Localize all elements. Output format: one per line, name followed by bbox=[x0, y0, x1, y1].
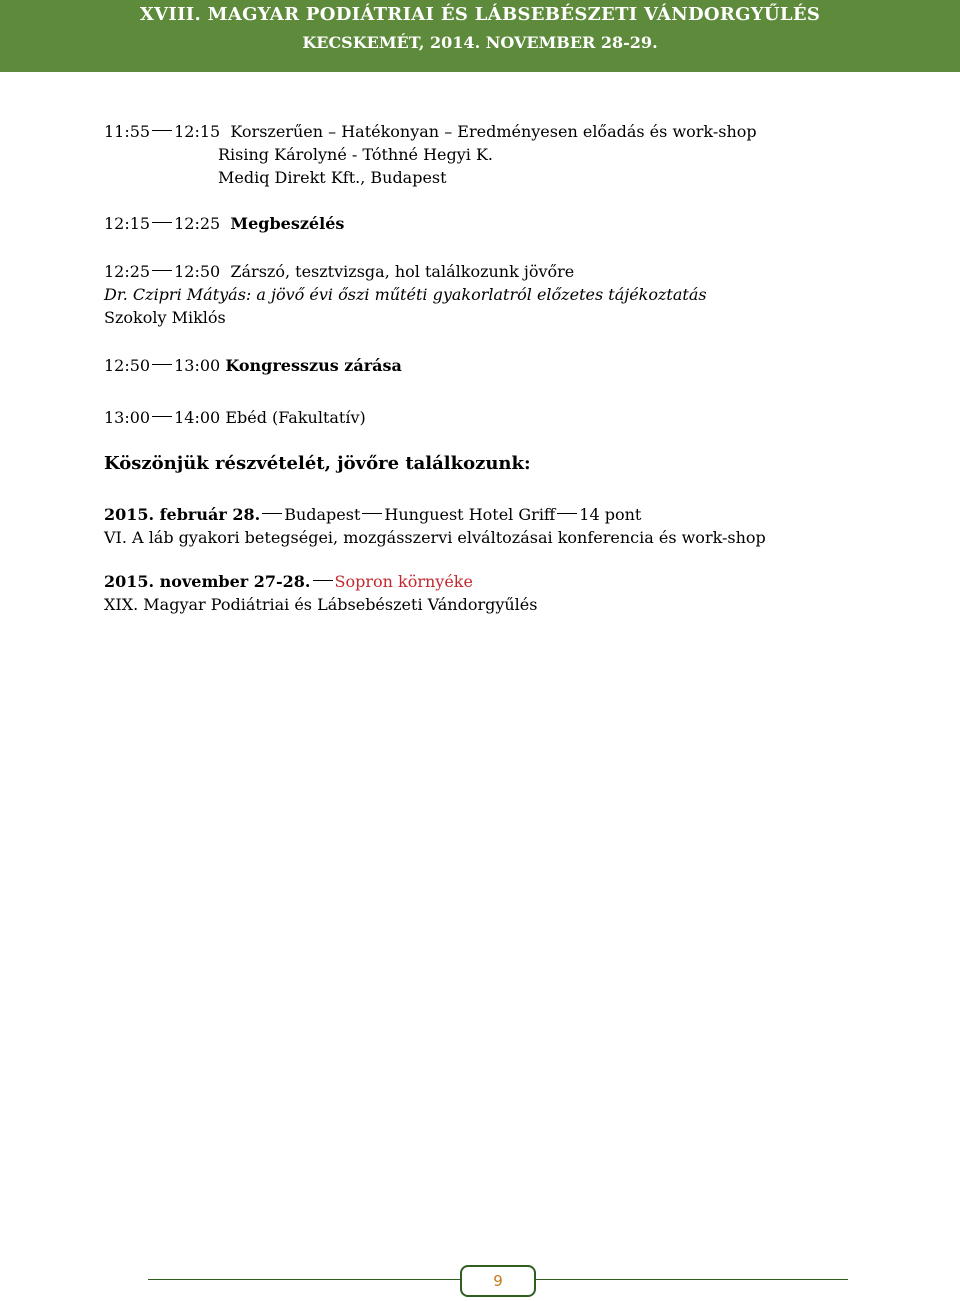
slot2-title: Megbeszélés bbox=[230, 214, 345, 233]
slot3-extra: Szokoly Miklós bbox=[104, 308, 226, 327]
slot5-start: 13:00 bbox=[104, 408, 151, 427]
closing-heading: Köszönjük részvételét, jövőre találkozunk: bbox=[104, 453, 531, 474]
slot5-end: 14:00 bbox=[174, 408, 221, 427]
footer-rule-right bbox=[536, 1279, 848, 1280]
dash bbox=[152, 130, 172, 131]
slot3-note bbox=[104, 285, 707, 305]
slot4-title: Kongresszus zárása bbox=[225, 356, 402, 375]
dash bbox=[152, 364, 172, 365]
header-subtitle: KECSKEMÉT, 2014. NOVEMBER 28-29. bbox=[302, 33, 658, 52]
event2-place: Sopron környéke bbox=[334, 572, 473, 591]
slot3-title: Zárszó, tesztvizsga, hol találkozunk jövőre bbox=[230, 262, 575, 281]
header-title: XVIII. MAGYAR PODIÁTRIAI ÉS LÁBSEBÉSZETI VÁNDORGYŰLÉS bbox=[139, 4, 821, 25]
event1-venue: Hunguest Hotel Griff bbox=[384, 505, 556, 524]
event1-line bbox=[104, 505, 641, 525]
slot1-line bbox=[104, 122, 757, 142]
slot3-note-text: a jövő évi őszi műtéti gyakorlatról előzetes tájékoztatás bbox=[256, 285, 707, 304]
slot2-line bbox=[104, 214, 344, 234]
event1-desc: VI. A láb gyakori betegségei, mozgásszervi elváltozásai konferencia és work-shop bbox=[104, 528, 766, 547]
slot1-org: Mediq Direkt Kft., Budapest bbox=[218, 168, 447, 187]
dash bbox=[262, 513, 282, 514]
dash bbox=[557, 513, 577, 514]
dash bbox=[152, 270, 172, 271]
slot3-line bbox=[104, 262, 574, 282]
dash bbox=[152, 416, 172, 417]
slot5-title: Ebéd (Fakultatív) bbox=[225, 408, 366, 427]
page-number-box bbox=[460, 1265, 536, 1297]
slot4-line bbox=[104, 356, 402, 376]
slot5-line bbox=[104, 408, 366, 428]
event2-line bbox=[104, 572, 473, 592]
footer-rule-left bbox=[148, 1279, 460, 1280]
event1-points: 14 pont bbox=[579, 505, 642, 524]
slot2-end: 12:25 bbox=[174, 214, 221, 233]
dash bbox=[313, 580, 333, 581]
dash bbox=[152, 222, 172, 223]
slot1-start: 11:55 bbox=[104, 122, 151, 141]
dash bbox=[362, 513, 382, 514]
slot3-note-speaker: Dr. Czipri Mátyás: bbox=[104, 285, 252, 304]
page-number: 9 bbox=[493, 1272, 503, 1290]
slot3-start: 12:25 bbox=[104, 262, 151, 281]
slot2-start: 12:15 bbox=[104, 214, 151, 233]
slot1-end: 12:15 bbox=[174, 122, 221, 141]
event2-date: 2015. november 27-28. bbox=[104, 572, 311, 591]
page-header bbox=[0, 0, 960, 72]
event1-place: Budapest bbox=[284, 505, 361, 524]
slot3-end: 12:50 bbox=[174, 262, 221, 281]
slot1-title: Korszerűen – Hatékonyan – Eredményesen előadás és work-shop bbox=[230, 122, 757, 141]
event1-date: 2015. február 28. bbox=[104, 505, 261, 524]
slot4-end: 13:00 bbox=[174, 356, 221, 375]
slot4-start: 12:50 bbox=[104, 356, 151, 375]
event2-desc: XIX. Magyar Podiátriai és Lábsebészeti Vándorgyűlés bbox=[104, 595, 538, 614]
slot1-speakers: Rising Károlyné - Tóthné Hegyi K. bbox=[218, 145, 494, 164]
